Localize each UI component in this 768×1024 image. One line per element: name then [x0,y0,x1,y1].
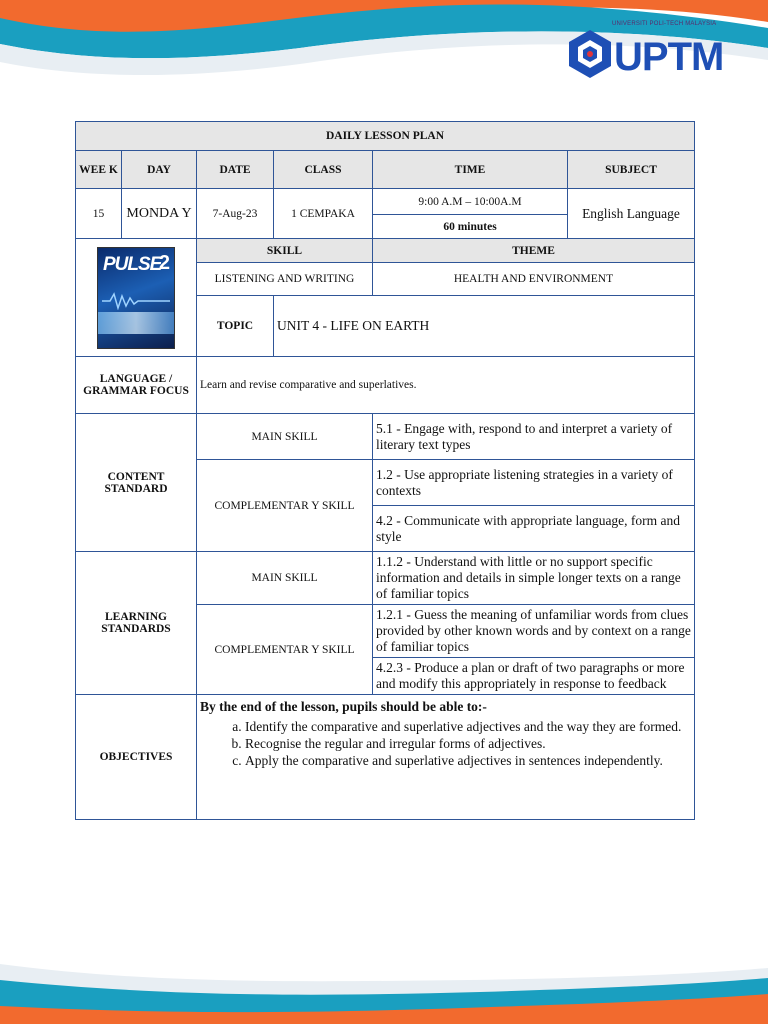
week-value: 15 [76,189,122,239]
page-title: DAILY LESSON PLAN [76,122,695,151]
logo-emblem-icon [566,28,614,80]
date-header: DATE [197,151,274,189]
topic-label: TOPIC [197,296,274,357]
content-comp-skill-value-2: 4.2 - Communicate with appropriate language, form and style [373,506,695,552]
content-comp-skill-value-1: 1.2 - Use appropriate listening strategies in a variety of contexts [373,460,695,506]
uptm-logo [566,18,736,88]
learning-comp-skill-value-1: 1.2.1 - Guess the meaning of unfamiliar words from clues provided by other known words and by context on a range of familiar topics [373,605,695,658]
topic-value: UNIT 4 - LIFE ON EARTH [274,296,695,357]
book-title: PULSE [103,253,162,275]
book-number: 2 [158,251,170,274]
time-value: 9:00 A.M – 10:00A.M [373,189,568,215]
objectives-label: OBJECTIVES [76,695,197,820]
footer-wave-decoration [0,924,768,1024]
content-main-skill-label: MAIN SKILL [197,414,373,460]
skill-value: LISTENING AND WRITING [197,263,373,296]
day-header: DAY [122,151,197,189]
learning-comp-skill-value-2: 4.2.3 - Produce a plan or draft of two paragraphs or more and modify this appropriately in response to feedback [373,658,695,695]
duration-value: 60 minutes [373,215,568,239]
skill-header: SKILL [197,239,373,263]
language-focus-value: Learn and revise comparative and superlatives. [197,357,695,414]
content-main-skill-value: 5.1 - Engage with, respond to and interpret a variety of literary text types [373,414,695,460]
pulse-2-book-cover [97,247,175,349]
class-value: 1 CEMPAKA [274,189,373,239]
time-header: TIME [373,151,568,189]
objective-item: c. Apply the comparative and superlative adjectives in sentences independently. [245,753,691,769]
learning-standards-label: LEARNING STANDARDS [76,552,197,695]
language-focus-label: LANGUAGE / GRAMMAR FOCUS [76,357,197,414]
theme-header: THEME [373,239,695,263]
subject-value: English Language [568,189,695,239]
learning-comp-skill-label: COMPLEMENTAR Y SKILL [197,605,373,695]
day-value: MONDA Y [122,189,197,239]
date-value: 7-Aug-23 [197,189,274,239]
subject-header: SUBJECT [568,151,695,189]
objectives-content [197,695,695,820]
objectives-list [200,719,691,769]
class-header: CLASS [274,151,373,189]
textbook-cover-cell [76,239,197,357]
week-header: WEE K [76,151,122,189]
logo-university-name: UNIVERSITI POLI-TECH MALAYSIA [612,21,717,27]
content-standard-label: CONTENT STANDARD [76,414,197,552]
cover-photo-band [98,312,174,334]
learning-main-skill-label: MAIN SKILL [197,552,373,605]
theme-value: HEALTH AND ENVIRONMENT [373,263,695,296]
soundwave-icon [102,292,170,310]
objectives-intro: By the end of the lesson, pupils should be able to:- [200,699,487,714]
objective-item: b. Recognise the regular and irregular forms of adjectives. [245,736,691,752]
logo-wordmark: UPTM [614,35,724,79]
content-comp-skill-label: COMPLEMENTAR Y SKILL [197,460,373,552]
learning-main-skill-value: 1.1.2 - Understand with little or no support specific information and details in simple longer texts on a range of familiar topics [373,552,695,605]
lesson-plan-table [75,121,695,820]
objective-item: a. Identify the comparative and superlative adjectives and the way they are formed. [245,719,691,735]
